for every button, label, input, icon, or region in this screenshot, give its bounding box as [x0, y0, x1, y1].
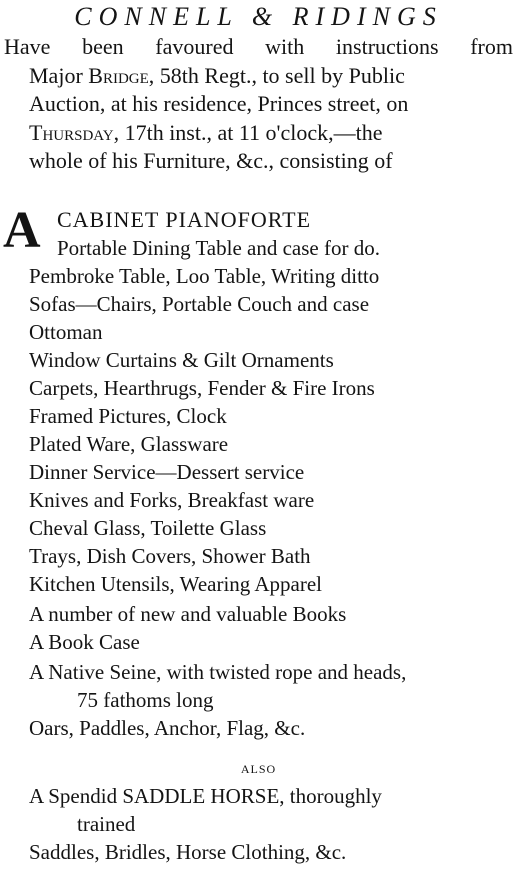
list-item: Ottoman [29, 320, 103, 344]
list-item: Knives and Forks, Breakfast ware [29, 488, 315, 512]
list-item: Carpets, Hearthrugs, Fender & Fire Irons [29, 376, 375, 400]
advertisement-heading: CONNELL & RIDINGS [74, 2, 443, 31]
drop-cap: A [3, 202, 41, 259]
intro-line-4: Thursday, 17th inst., at 11 o'clock,—the [29, 120, 383, 145]
list-item: Plated Ware, Glassware [29, 432, 229, 456]
list-item: Cheval Glass, Toilette Glass [29, 516, 267, 540]
list-item: Dinner Service—Dessert service [29, 460, 305, 484]
intro-line-5: whole of his Furniture, &c., consisting of [29, 148, 393, 173]
list-item: Saddles, Bridles, Horse Clothing, &c. [29, 840, 347, 864]
seller-name: Bridge [88, 63, 149, 88]
list-item: CABINET PIANOFORTE [57, 207, 312, 232]
also-divider-label: ALSO [240, 762, 277, 776]
list-item: Oars, Paddles, Anchor, Flag, &c. [29, 716, 306, 740]
list-item: Pembroke Table, Loo Table, Writing ditto [29, 264, 380, 288]
list-item: Trays, Dish Covers, Shower Bath [29, 544, 311, 568]
list-item: trained [77, 812, 136, 836]
list-item: Portable Dining Table and case for do. [57, 236, 380, 260]
list-item: Sofas—Chairs, Portable Couch and case [29, 292, 370, 316]
list-item: A Native Seine, with twisted rope and heads, [29, 660, 407, 684]
list-item: Framed Pictures, Clock [29, 404, 227, 428]
list-item: Window Curtains & Gilt Ornaments [29, 348, 334, 372]
auction-day: Thursday [29, 120, 114, 145]
list-item: Kitchen Utensils, Wearing Apparel [29, 572, 323, 596]
list-item: A Spendid SADDLE HORSE, thoroughly [29, 784, 382, 808]
intro-line-1: Have been favoured with instructions from [4, 34, 513, 59]
list-item: A Book Case [29, 630, 140, 654]
list-item: 75 fathoms long [77, 688, 214, 712]
intro-line-3: Auction, at his residence, Princes street, on [29, 91, 409, 116]
list-item: A number of new and valuable Books [29, 602, 347, 626]
intro-line-2: Major Bridge, 58th Regt., to sell by Public [29, 63, 405, 88]
